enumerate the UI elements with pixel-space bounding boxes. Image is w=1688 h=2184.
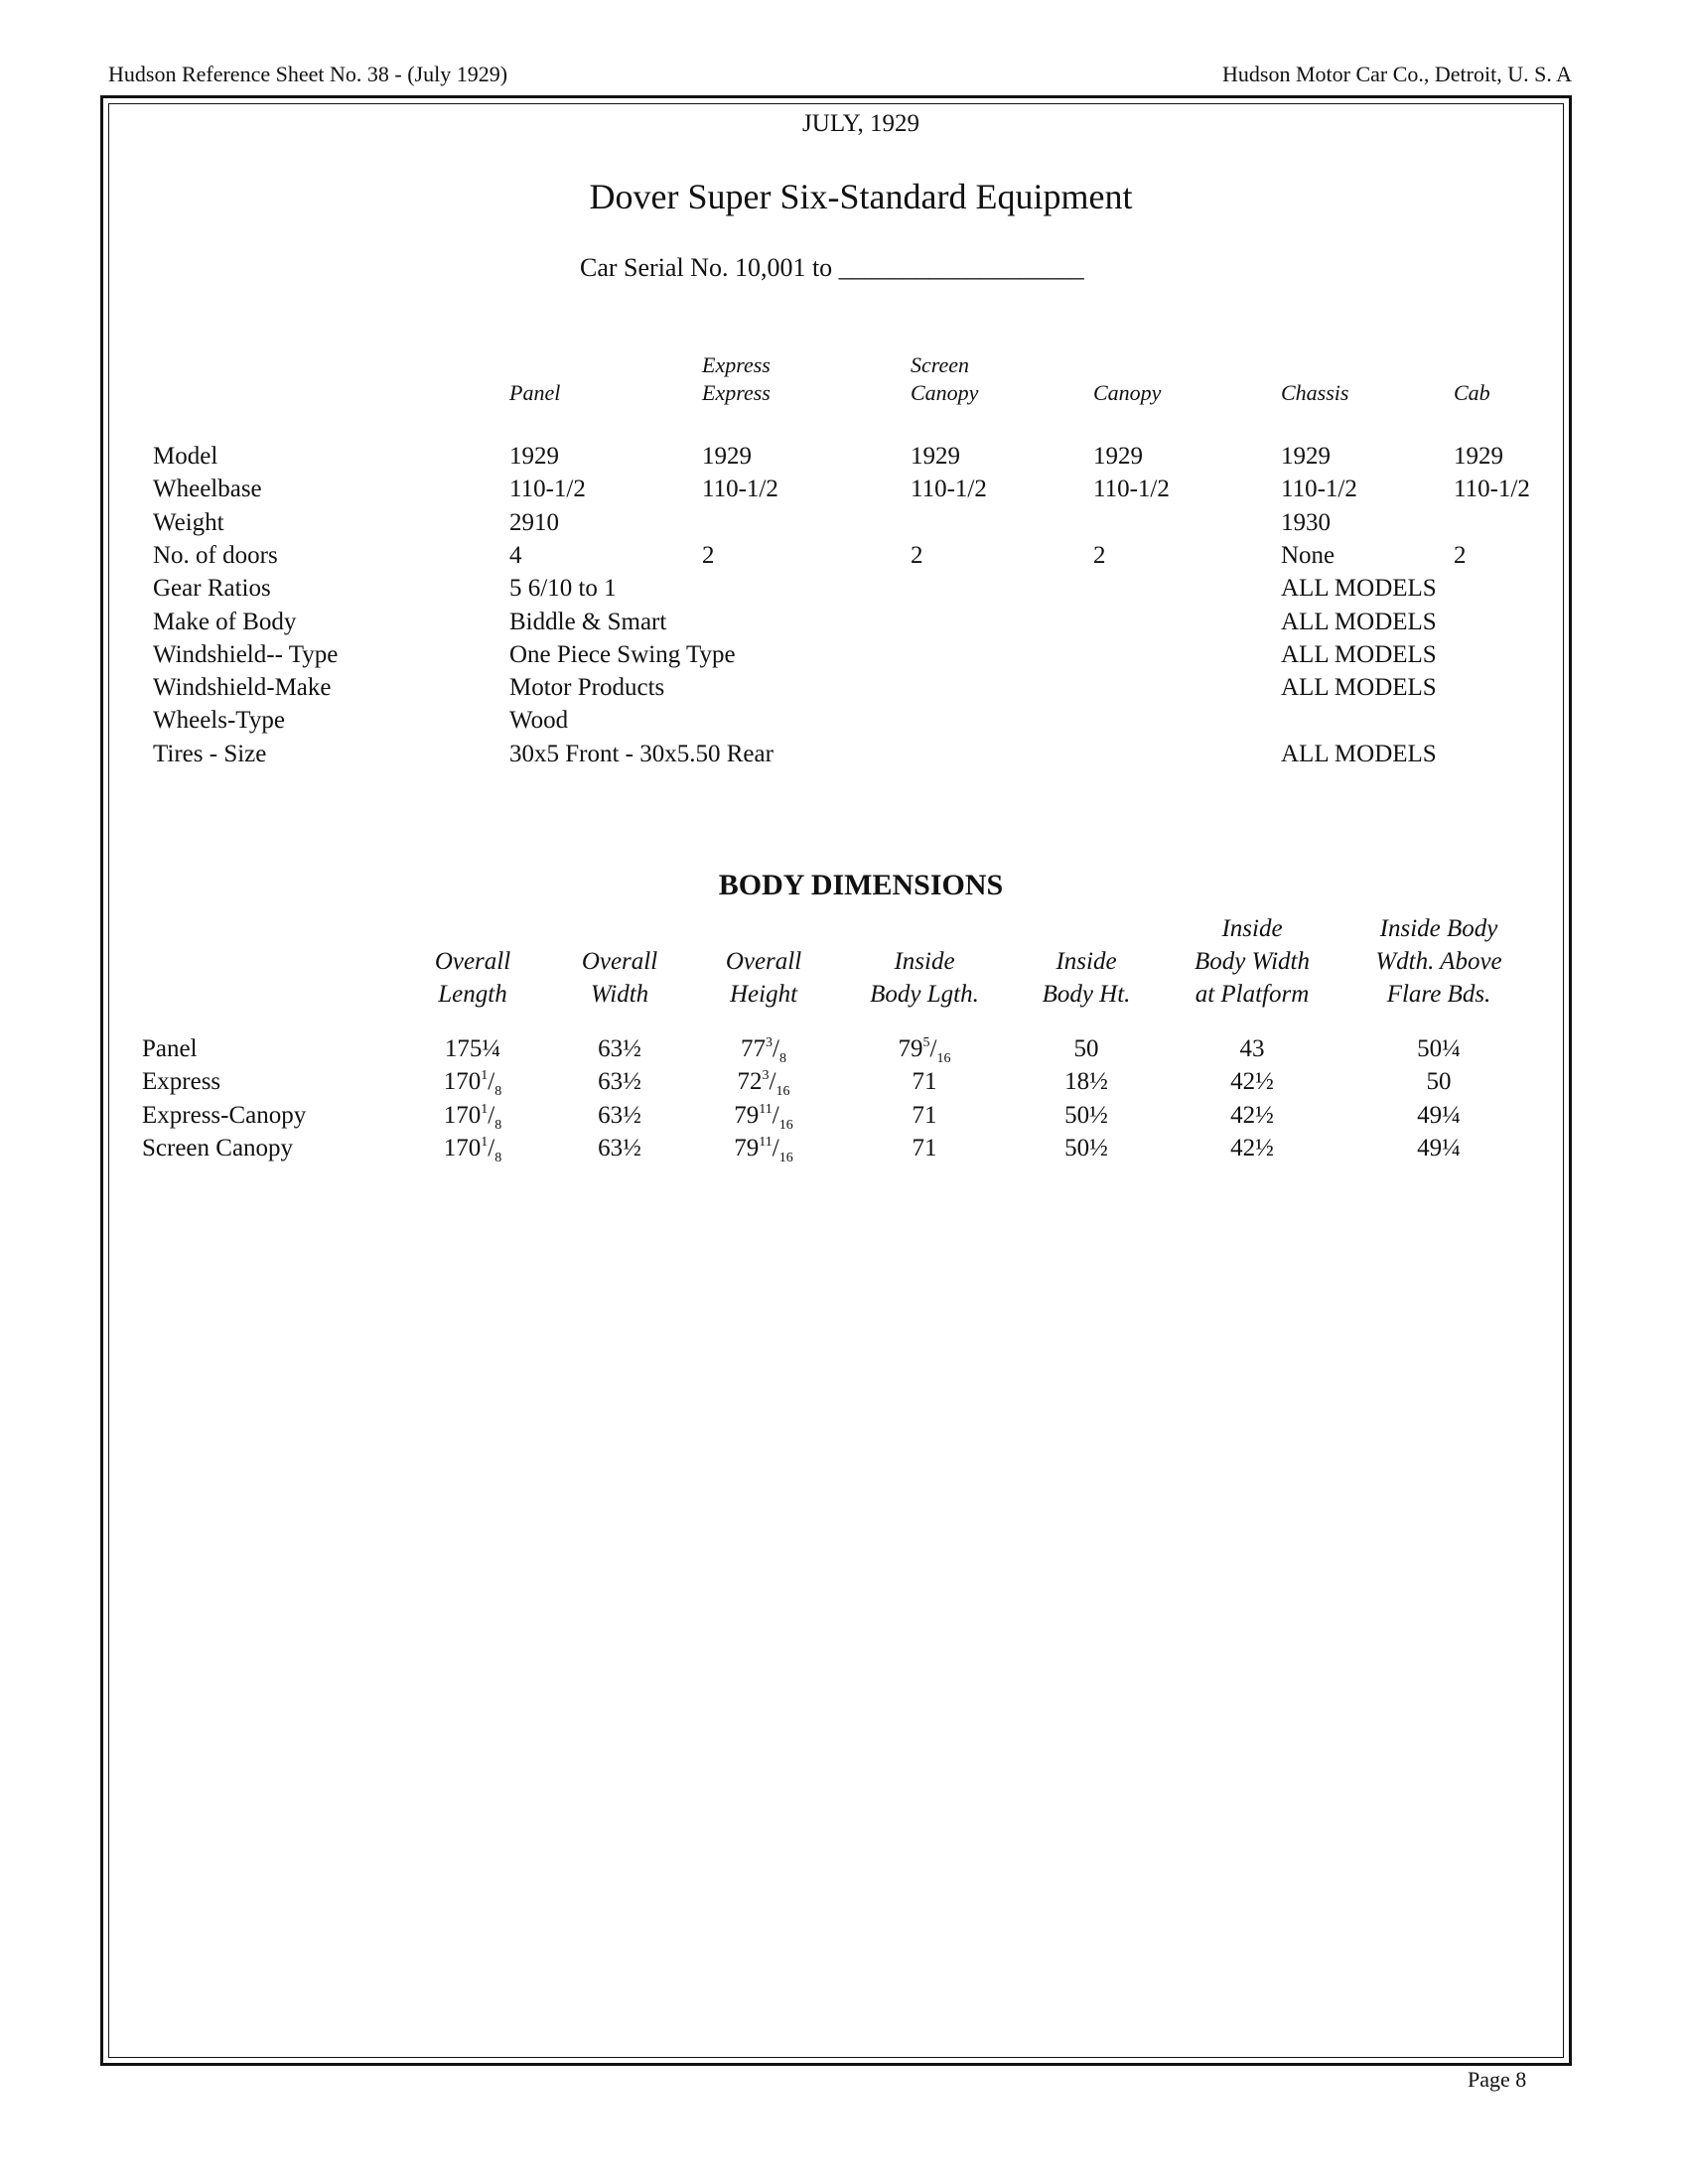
table-cell xyxy=(734,1101,793,1133)
row-label: Model xyxy=(153,443,218,470)
whole: 63½ xyxy=(598,1035,641,1062)
table-cell: 110-1/2 xyxy=(702,476,778,503)
table-cell xyxy=(1417,1035,1461,1063)
whole: 170 xyxy=(443,1068,482,1096)
column-header: Canopy xyxy=(911,380,979,405)
table-cell xyxy=(913,1102,937,1130)
table-cell xyxy=(913,1068,937,1096)
table-cell: ALL MODELS xyxy=(1281,674,1437,702)
denominator: 16 xyxy=(778,1150,793,1165)
column-header: Inside xyxy=(1221,915,1283,942)
table-cell: 110-1/2 xyxy=(509,476,586,503)
whole: 79 xyxy=(734,1101,760,1129)
whole: 50½ xyxy=(1064,1134,1108,1161)
fraction-slash: / xyxy=(488,1101,495,1129)
table-cell: 1929 xyxy=(911,443,960,470)
table-cell: Biddle & Smart xyxy=(509,608,667,635)
denominator: 8 xyxy=(494,1084,502,1100)
date: JULY, 1929 xyxy=(802,110,919,137)
numerator: 1 xyxy=(481,1068,489,1084)
table-cell xyxy=(737,1068,790,1100)
whole: 50 xyxy=(1073,1035,1099,1062)
table-cell xyxy=(1230,1102,1274,1130)
column-header: Height xyxy=(729,981,798,1008)
column-header: Inside xyxy=(894,948,955,975)
row-label: Tires - Size xyxy=(153,740,267,767)
denominator: 16 xyxy=(936,1051,951,1066)
column-header: Wdth. Above xyxy=(1375,948,1502,975)
column-header: at Platform xyxy=(1195,981,1310,1008)
table-cell: 1930 xyxy=(1281,508,1331,536)
whole: 50¼ xyxy=(1417,1035,1461,1062)
table-cell: 110-1/2 xyxy=(911,476,987,503)
fraction-slash: / xyxy=(772,1134,779,1161)
table-cell: 1929 xyxy=(509,443,559,470)
row-label: Express xyxy=(142,1068,221,1096)
table-cell xyxy=(1064,1102,1108,1130)
table-cell xyxy=(598,1135,641,1162)
whole: 170 xyxy=(443,1101,482,1129)
denominator: 8 xyxy=(494,1150,502,1165)
numerator: 5 xyxy=(922,1035,930,1050)
whole: 18½ xyxy=(1064,1068,1108,1096)
numerator: 1 xyxy=(481,1134,489,1150)
whole: 42½ xyxy=(1230,1101,1274,1129)
whole: 71 xyxy=(912,1068,937,1096)
denominator: 8 xyxy=(778,1051,786,1066)
row-label: Screen Canopy xyxy=(142,1134,294,1161)
numerator: 3 xyxy=(766,1035,774,1050)
column-header: Overall xyxy=(434,948,511,975)
table-cell xyxy=(443,1068,502,1100)
column-header: Body Ht. xyxy=(1042,981,1131,1008)
whole: 50 xyxy=(1426,1068,1452,1096)
row-label: Wheelbase xyxy=(153,476,262,503)
column-header: Body Width xyxy=(1195,948,1310,975)
table-cell: 4 xyxy=(509,541,522,569)
whole: 79 xyxy=(734,1134,760,1161)
column-header: Flare Bds. xyxy=(1386,981,1491,1008)
row-label: Make of Body xyxy=(153,608,297,635)
column-header: Canopy xyxy=(1093,380,1162,405)
table-cell: 110-1/2 xyxy=(1281,476,1357,503)
row-label: Windshield-- Type xyxy=(153,640,339,668)
table-cell: ALL MODELS xyxy=(1281,575,1437,603)
column-header: Length xyxy=(438,981,507,1008)
column-header: Cab xyxy=(1454,380,1490,405)
column-header: Inside xyxy=(1055,948,1117,975)
table-cell: 2 xyxy=(1093,541,1106,569)
numerator: 11 xyxy=(759,1134,773,1150)
table-cell: ALL MODELS xyxy=(1281,740,1437,767)
row-label: Wheels-Type xyxy=(153,707,285,735)
denominator: 8 xyxy=(494,1117,502,1133)
table-cell: 1929 xyxy=(1281,443,1331,470)
table-cell: 2 xyxy=(1454,541,1467,569)
serial-label: Car Serial No. 10,001 to xyxy=(580,253,833,282)
numerator: 11 xyxy=(759,1101,773,1117)
whole: 43 xyxy=(1239,1035,1265,1062)
page-frame xyxy=(100,95,1572,2066)
table-cell xyxy=(598,1068,641,1096)
table-cell xyxy=(1427,1068,1452,1096)
table-cell: Motor Products xyxy=(509,674,665,702)
table-cell: 2 xyxy=(911,541,923,569)
fraction-slash: / xyxy=(773,1035,779,1062)
row-label: No. of doors xyxy=(153,541,278,569)
whole: 72 xyxy=(737,1068,763,1096)
table-cell xyxy=(1230,1135,1274,1162)
page-number: Page 8 xyxy=(1468,2067,1527,2092)
table-cell xyxy=(1074,1035,1099,1063)
serial-blank: ___________________ xyxy=(838,253,1084,282)
table-cell: ALL MODELS xyxy=(1281,640,1437,668)
column-header: Express xyxy=(702,380,771,405)
whole: 63½ xyxy=(598,1101,641,1129)
column-header: Inside Body xyxy=(1379,915,1498,942)
whole: 42½ xyxy=(1230,1068,1274,1096)
table-cell xyxy=(1240,1035,1265,1063)
table-cell xyxy=(1064,1135,1108,1162)
row-label: Express-Canopy xyxy=(142,1101,307,1129)
denominator: 16 xyxy=(778,1117,793,1133)
numerator: 1 xyxy=(481,1101,489,1117)
table-cell: 2910 xyxy=(509,508,559,536)
column-header: Overall xyxy=(581,948,658,975)
table-cell: 5 6/10 to 1 xyxy=(509,575,617,603)
table-cell: 110-1/2 xyxy=(1454,476,1530,503)
column-header: Overall xyxy=(725,948,802,975)
table-cell: 110-1/2 xyxy=(1093,476,1170,503)
body-dimensions-title: BODY DIMENSIONS xyxy=(718,869,1004,901)
column-header: Screen xyxy=(911,352,970,377)
header-right: Hudson Motor Car Co., Detroit, U. S. A xyxy=(1222,62,1572,86)
table-cell: ALL MODELS xyxy=(1281,608,1437,635)
fraction-slash: / xyxy=(488,1068,495,1096)
numerator: 3 xyxy=(762,1068,770,1084)
table-cell xyxy=(1417,1102,1461,1130)
whole: 175¼ xyxy=(444,1035,501,1062)
page-title: Dover Super Six-Standard Equipment xyxy=(589,177,1133,216)
whole: 50½ xyxy=(1064,1101,1108,1129)
serial-line xyxy=(580,253,1084,283)
table-cell xyxy=(445,1035,500,1063)
table-cell: 1929 xyxy=(1454,443,1503,470)
whole: 79 xyxy=(898,1035,923,1062)
denominator: 16 xyxy=(775,1084,790,1100)
fraction-slash: / xyxy=(772,1101,779,1129)
table-cell: None xyxy=(1281,541,1336,569)
table-cell xyxy=(1230,1068,1274,1096)
row-label: Windshield-Make xyxy=(153,674,332,702)
table-cell xyxy=(598,1035,641,1063)
fraction-slash: / xyxy=(488,1134,495,1161)
table-cell xyxy=(443,1101,502,1133)
row-label: Panel xyxy=(142,1035,198,1062)
header-left: Hudson Reference Sheet No. 38 - (July 1929) xyxy=(108,62,508,86)
table-cell xyxy=(734,1134,793,1165)
table-cell xyxy=(443,1134,502,1165)
whole: 63½ xyxy=(598,1068,641,1096)
whole: 49¼ xyxy=(1417,1101,1461,1129)
table-cell xyxy=(913,1135,937,1162)
table-cell: One Piece Swing Type xyxy=(509,640,736,668)
whole: 63½ xyxy=(598,1134,641,1161)
whole: 170 xyxy=(443,1134,482,1161)
row-label: Gear Ratios xyxy=(153,575,271,603)
column-header: Body Lgth. xyxy=(870,981,979,1008)
table-cell xyxy=(1064,1068,1108,1096)
column-header: Express xyxy=(702,352,771,377)
whole: 42½ xyxy=(1230,1134,1274,1161)
table-cell xyxy=(1417,1135,1461,1162)
whole: 77 xyxy=(741,1035,767,1062)
fraction-slash: / xyxy=(769,1068,776,1096)
table-cell: 30x5 Front - 30x5.50 Rear xyxy=(509,740,774,767)
table-cell: Wood xyxy=(509,707,569,735)
table-cell: 1929 xyxy=(702,443,752,470)
table-cell: 1929 xyxy=(1093,443,1143,470)
whole: 49¼ xyxy=(1417,1134,1461,1161)
row-label: Weight xyxy=(153,508,224,536)
whole: 71 xyxy=(912,1134,937,1161)
table-cell xyxy=(898,1035,951,1066)
fraction-slash: / xyxy=(929,1035,937,1062)
table-cell xyxy=(598,1102,641,1130)
whole: 71 xyxy=(912,1101,937,1129)
table-cell xyxy=(741,1035,786,1066)
column-header: Width xyxy=(590,981,649,1008)
column-header: Panel xyxy=(509,380,561,405)
table-cell: 2 xyxy=(702,541,715,569)
column-header: Chassis xyxy=(1281,380,1349,405)
